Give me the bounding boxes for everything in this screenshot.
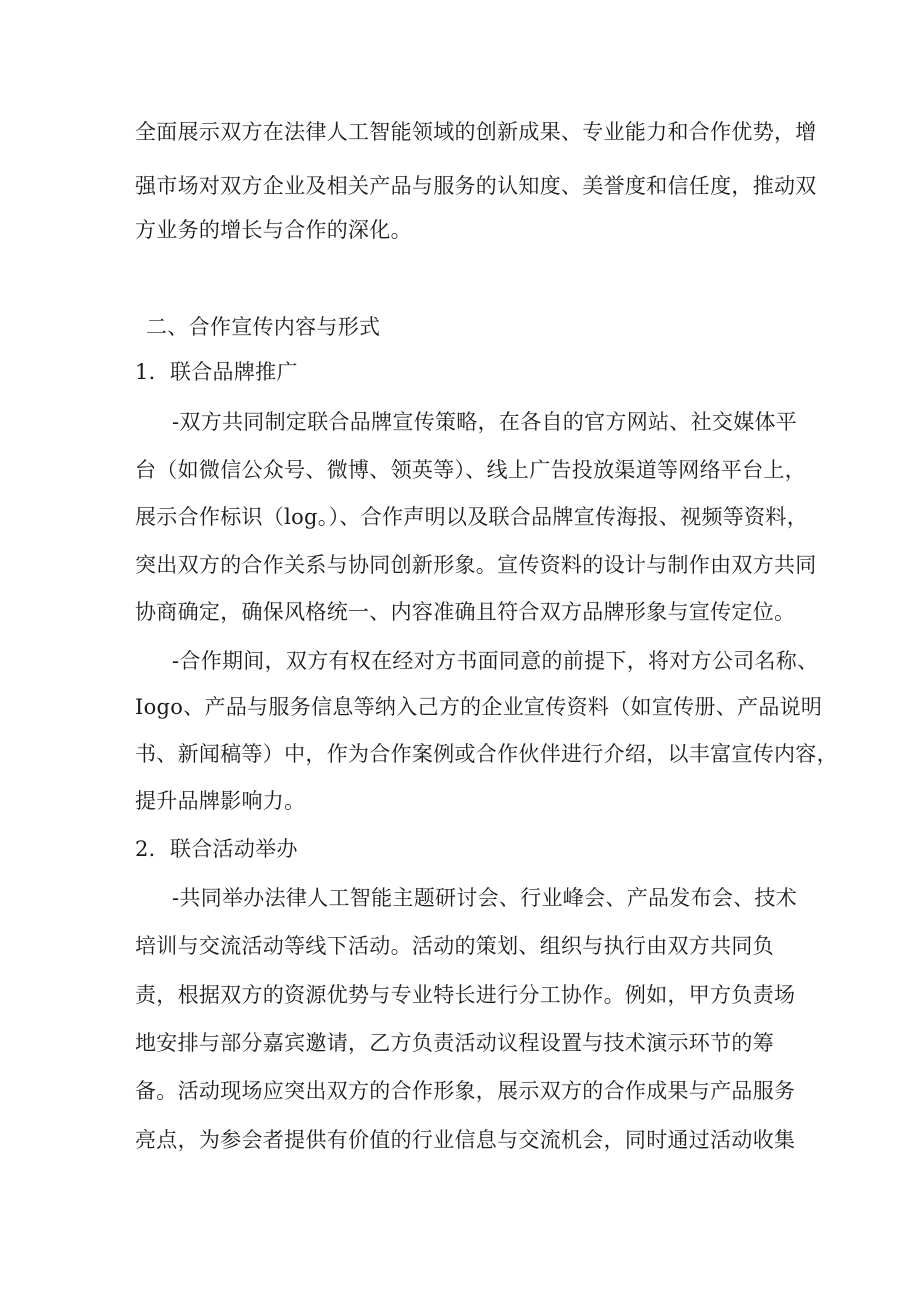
item1-para2-line-1: -合作期间，双方有权在经对方书面同意的前提下，将对方公司名称、 [172,649,819,673]
item2-para1-line-6: 亮点，为参会者提供有价值的行业信息与交流机会，同时通过活动收集 [135,1128,796,1152]
item1-para2-line-4: 提升品牌影响力。 [135,789,306,813]
item1-para1-line-3: 展示合作标识（log。）、合作声明以及联合品牌宣传海报、视频等资料， [135,505,808,529]
intro-line-3: 方业务的增长与合作的深化。 [135,218,412,242]
item2-title: 2．联合活动举办 [135,837,298,861]
item1-para1-line-2: 台（如微信公众号、微博、领英等）、线上广告投放渠道等网络平台上， [135,458,807,482]
item1-title: 1．联合品牌推广 [135,360,298,384]
item2-para1-line-4: 地安排与部分嘉宾邀请，乙方负责活动议程设置与技术演示环节的筹 [135,1031,774,1055]
item1-para1-line-1: -双方共同制定联合品牌宣传策略，在各自的官方网站、社交媒体平 [172,410,798,434]
item2-para1-line-5: 备。活动现场应突出双方的合作形象，展示双方的合作成果与产品服务 [135,1079,796,1103]
item2-para1-line-1: -共同举办法律人工智能主题研讨会、行业峰会、产品发布会、技术 [172,886,798,910]
section-title: 二、合作宣传内容与形式 [146,315,381,339]
item1-para2-line-2: Iogo、产品与服务信息等纳入己方的企业宣传资料（如宣传册、产品说明 [135,695,823,719]
item2-para1-line-3: 责，根据双方的资源优势与专业特长进行分工协作。例如，甲方负责场 [135,983,796,1007]
intro-line-1: 全面展示双方在法律人工智能领域的创新成果、专业能力和合作优势，增 [135,120,817,144]
item1-para1-line-4: 突出双方的合作关系与协同创新形象。宣传资料的设计与制作由双方共同 [135,553,817,577]
item1-para1-line-5: 协商确定，确保风格统一、内容准确且符合双方品牌形象与宣传定位。 [135,600,796,624]
intro-line-2: 强市场对双方企业及相关产品与服务的认知度、美誉度和信任度，推动双 [135,174,817,198]
item2-para1-line-2: 培训与交流活动等线下活动。活动的策划、组织与执行由双方共同负 [135,934,774,958]
item1-para2-line-3: 书、新闻稿等）中，作为合作案例或合作伙伴进行介绍，以丰富宣传内容， [135,742,838,766]
